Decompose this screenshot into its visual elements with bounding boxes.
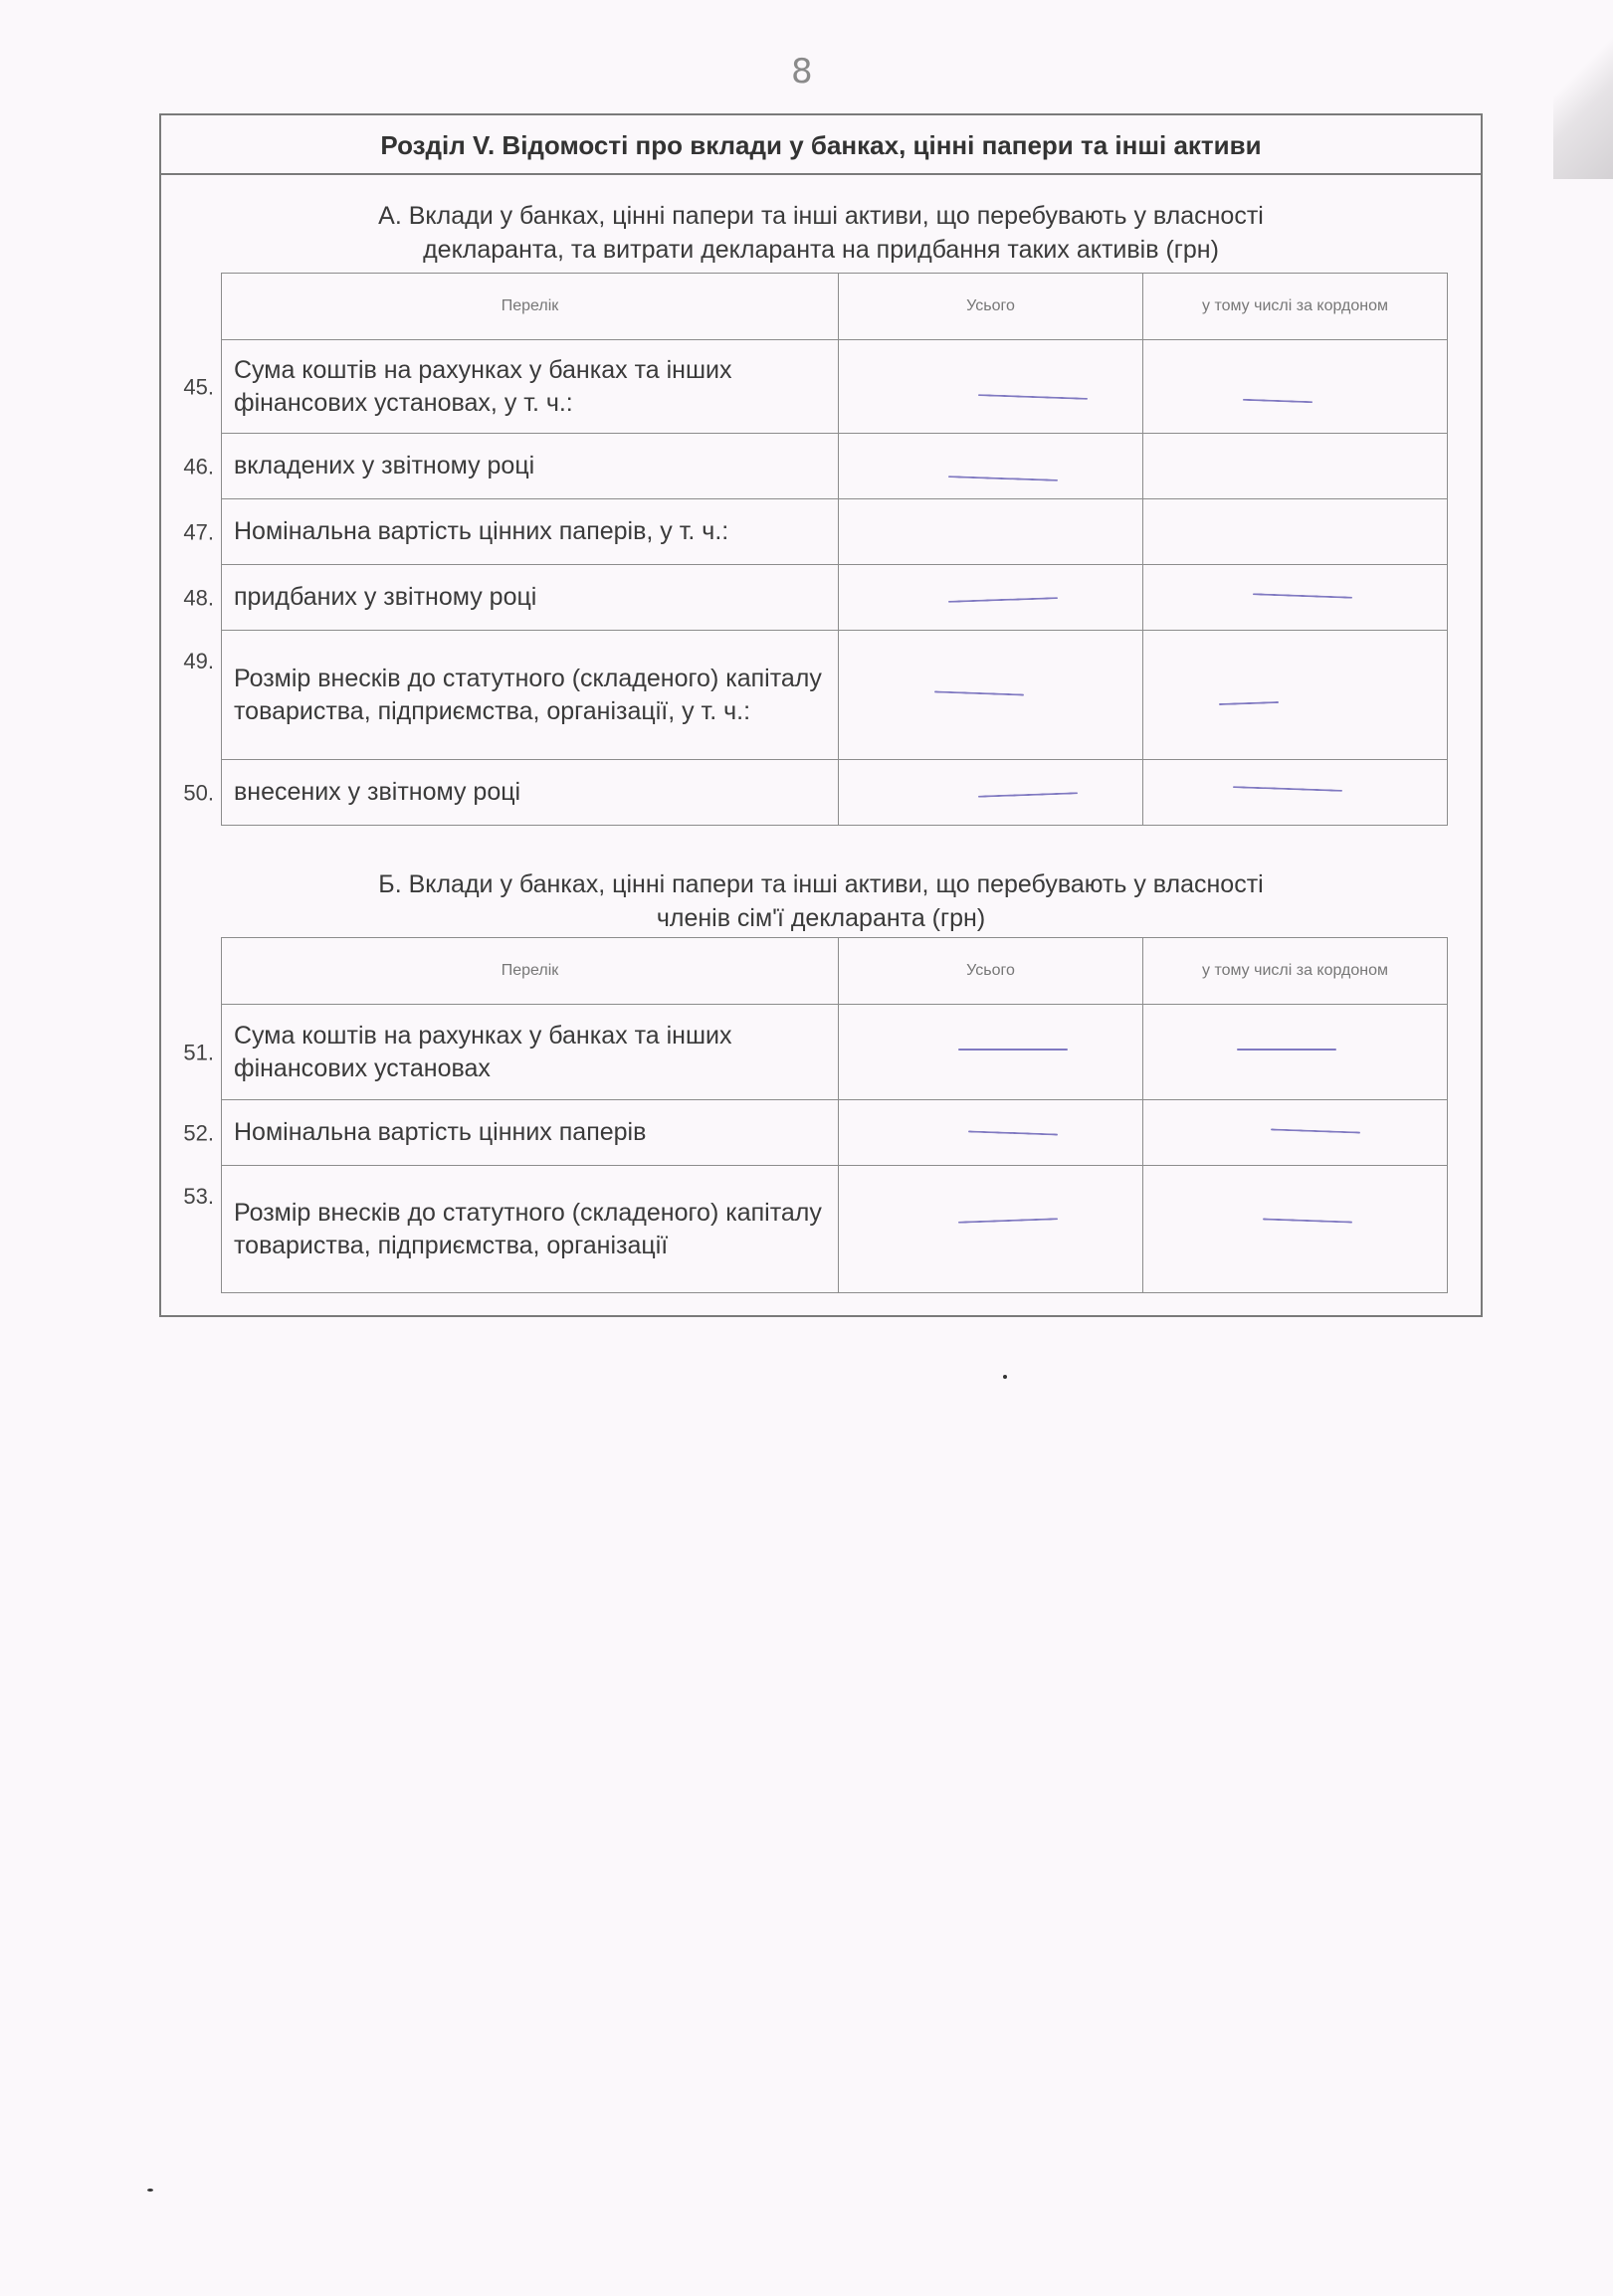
row-label: вкладених у звітному році	[234, 452, 535, 479]
part-a-header-row	[222, 274, 1448, 340]
table-row	[222, 1100, 1448, 1166]
row-number: 45.	[183, 374, 214, 399]
page-corner-shadow	[1553, 0, 1613, 179]
row-abroad-value	[1143, 760, 1448, 826]
row-total-value	[839, 1005, 1143, 1100]
table-row	[222, 565, 1448, 631]
row-number: 53.	[183, 1184, 214, 1209]
column-header-item: Перелік	[222, 938, 839, 1005]
row-total-value	[839, 340, 1143, 434]
row-total-value	[839, 760, 1143, 826]
column-header-abroad: у тому числі за кордоном	[1143, 274, 1448, 340]
column-header-total: Усього	[839, 274, 1143, 340]
handwritten-dash	[968, 1130, 1058, 1135]
handwritten-dash	[1271, 1128, 1360, 1133]
handwritten-dash	[948, 476, 1058, 481]
handwritten-dash	[1263, 1218, 1352, 1223]
table-row	[222, 340, 1448, 434]
row-number: 48.	[183, 585, 214, 610]
row-label: Номінальна вартість цінних паперів	[234, 1118, 647, 1146]
handwritten-dash	[958, 1218, 1058, 1223]
row-number: 47.	[183, 519, 214, 544]
row-number: 49.	[183, 649, 214, 673]
table-row	[222, 499, 1448, 565]
row-abroad-value	[1143, 340, 1448, 434]
row-label: Номінальна вартість цінних паперів, у т. ч.:	[234, 517, 729, 545]
handwritten-dash	[1253, 593, 1352, 598]
table-row	[222, 434, 1448, 499]
part-b-title	[161, 867, 1481, 935]
handwritten-dash	[978, 394, 1088, 400]
row-total-value	[839, 1100, 1143, 1166]
part-a-title-line2: декларанта, та витрати декларанта на придбання таких активів (грн)	[423, 236, 1219, 264]
column-header-abroad: у тому числі за кордоном	[1143, 938, 1448, 1005]
row-label: Сума коштів на рахунках у банках та інших фінансових установах	[234, 1021, 732, 1082]
row-abroad-value	[1143, 499, 1448, 565]
row-total-value	[839, 434, 1143, 499]
part-a-title-line1: А. Вклади у банках, цінні папери та інші активи, що перебувають у власності	[378, 202, 1264, 230]
row-label: Розмір внесків до статутного (складеного) капіталу товариства, підприємства, організації	[234, 1198, 822, 1259]
page-number: 8	[791, 52, 813, 92]
row-label: внесених у звітному році	[234, 778, 521, 806]
part-b-title-line1: Б. Вклади у банках, цінні папери та інші активи, що перебувають у власності	[378, 870, 1264, 898]
handwritten-dash	[1233, 786, 1342, 792]
row-label: Розмір внесків до статутного (складеного) капіталу товариства, підприємства, організації, у т. ч.:	[234, 664, 822, 725]
ink-speck	[1003, 1375, 1007, 1379]
handwritten-dash	[948, 597, 1058, 603]
table-row	[222, 1005, 1448, 1100]
row-total-value	[839, 565, 1143, 631]
row-number: 46.	[183, 454, 214, 478]
part-a-title	[161, 199, 1481, 267]
row-abroad-value	[1143, 434, 1448, 499]
handwritten-dash	[1237, 1049, 1336, 1051]
row-total-value	[839, 1166, 1143, 1293]
row-abroad-value	[1143, 1166, 1448, 1293]
row-number: 50.	[183, 780, 214, 805]
handwritten-dash	[978, 792, 1078, 797]
row-abroad-value	[1143, 1005, 1448, 1100]
row-total-value	[839, 499, 1143, 565]
row-number: 52.	[183, 1120, 214, 1145]
handwritten-dash	[934, 690, 1024, 695]
part-b-table	[183, 937, 1448, 1293]
handwritten-dash	[1219, 701, 1279, 705]
row-label: придбаних у звітному році	[234, 583, 537, 611]
part-a-table	[183, 273, 1448, 826]
table-row	[222, 631, 1448, 760]
handwritten-dash	[1243, 399, 1312, 403]
ink-speck	[147, 2189, 153, 2192]
row-abroad-value	[1143, 1100, 1448, 1166]
part-b-title-line2: членів сім'ї декларанта (грн)	[656, 904, 986, 932]
row-number: 51.	[183, 1040, 214, 1064]
table-row	[222, 760, 1448, 826]
column-header-total: Усього	[839, 938, 1143, 1005]
row-label: Сума коштів на рахунках у банках та інших фінансових установах, у т. ч.:	[234, 355, 732, 417]
column-header-item: Перелік	[222, 274, 839, 340]
section-title: Розділ V. Відомості про вклади у банках, цінні папери та інші активи	[161, 115, 1481, 175]
row-abroad-value	[1143, 565, 1448, 631]
row-abroad-value	[1143, 631, 1448, 760]
part-b-header-row	[222, 938, 1448, 1005]
handwritten-dash	[958, 1049, 1068, 1051]
table-row	[222, 1166, 1448, 1293]
row-total-value	[839, 631, 1143, 760]
section-frame	[159, 113, 1483, 1317]
